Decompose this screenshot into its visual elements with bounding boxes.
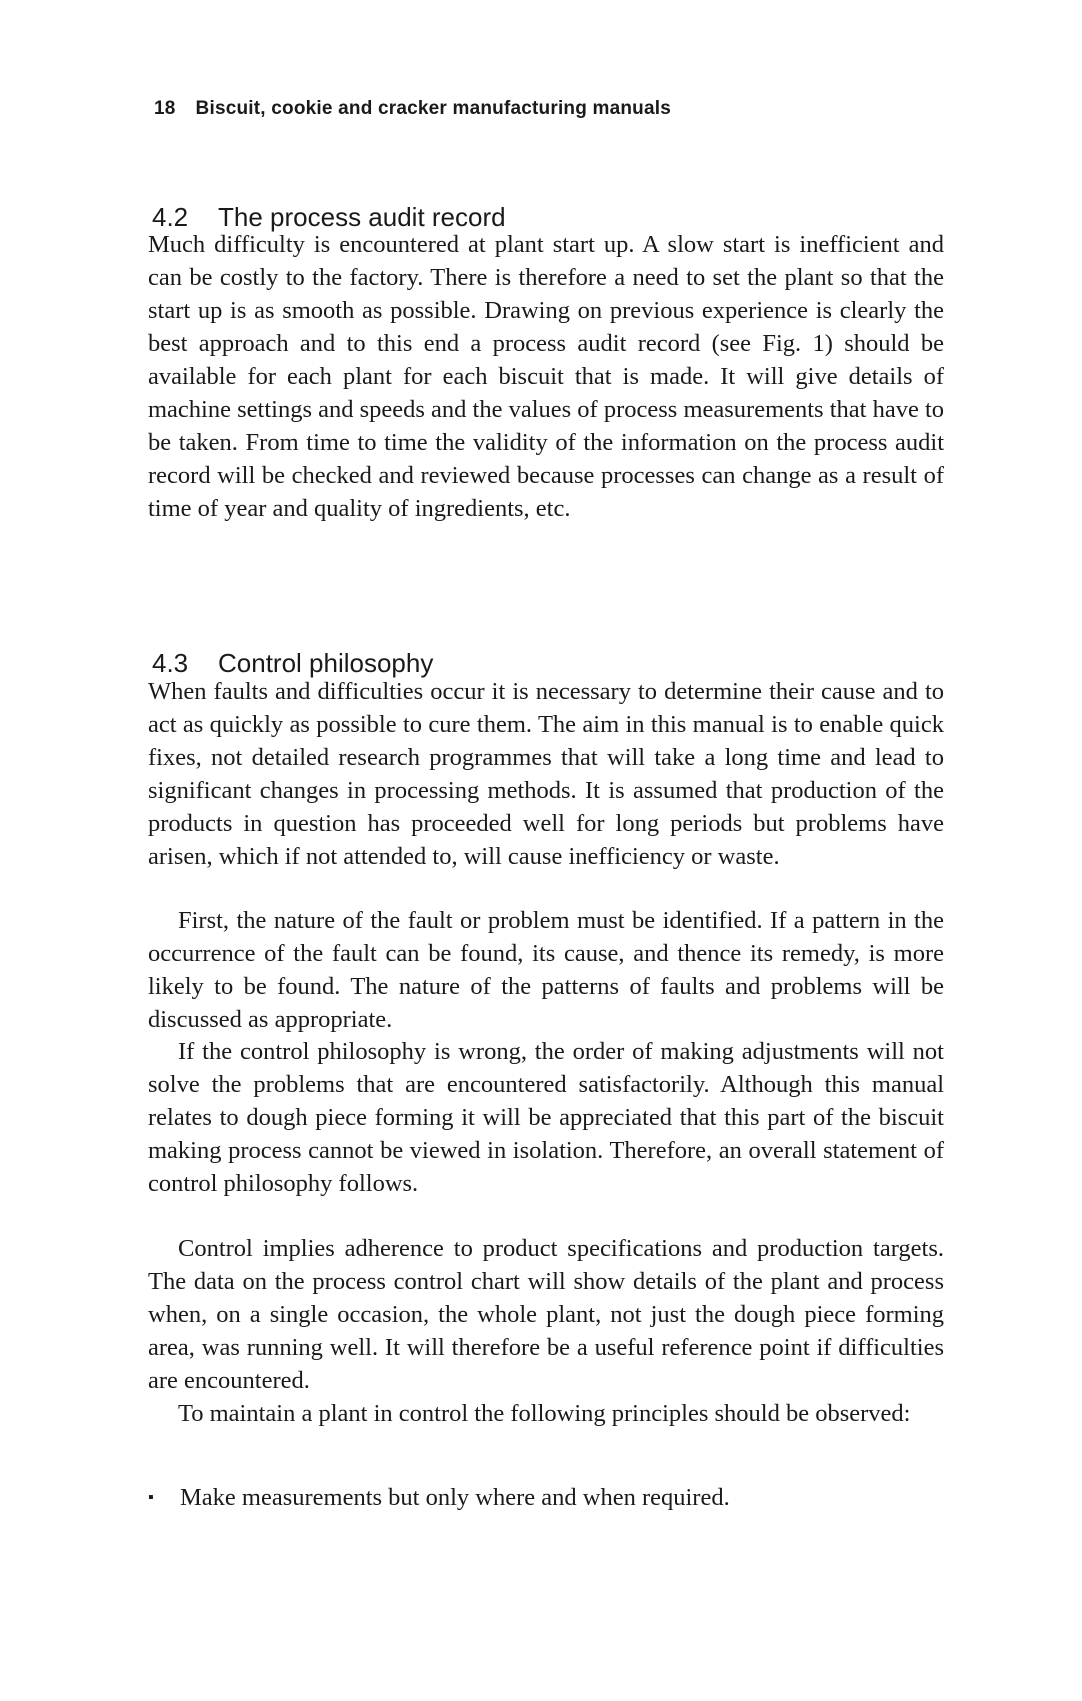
bullet-icon: ▪ [148, 1489, 154, 1506]
paragraph: To maintain a plant in control the following principles should be observed: [178, 1400, 911, 1427]
section-heading-4-3 [152, 648, 433, 679]
list-item [148, 1481, 944, 1514]
paragraph: Control implies adherence to product specifications and production targets. The data on the process control chart will show details of the plant and process when, on a single occasion, the whole plant, not just the dough piece forming area, was running well. It will therefore be a useful reference point if difficulties are encountered. [148, 1235, 944, 1394]
principles-list [148, 1481, 944, 1514]
section-title: The process audit record [218, 201, 506, 232]
book-title: Biscuit, cookie and cracker manufacturing manuals [195, 98, 671, 119]
section-number: 4.2 [152, 201, 189, 232]
running-head [154, 98, 671, 120]
section-number: 4.3 [152, 647, 189, 678]
section-title: Control philosophy [218, 647, 434, 678]
list-item-text: Make measurements but only where and when required. [180, 1484, 730, 1511]
page-number: 18 [154, 98, 176, 119]
paragraph: First, the nature of the fault or problem must be identified. If a pattern in the occurrence of the fault can be found, its cause, and thence its remedy, is more likely to be found. The nature of the patterns of faults and problems will be discussed as appropriate. [148, 907, 944, 1033]
paragraph: If the control philosophy is wrong, the order of making adjustments will not solve the problems that are encountered satisfactorily. Although this manual relates to dough piece forming it will be appreciated that this part of the biscuit making process cannot be viewed in isolation. Therefore, an overall statement of control philosophy follows. [148, 1038, 944, 1197]
paragraph: When faults and difficulties occur it is necessary to determine their cause and to act as quickly as possible to cure them. The aim in this manual is to enable quick fixes, not detailed research programmes that will take a long time and lead to significant changes in processing methods. It is assumed that production of the products in question has proceeded well for long periods but problems have arisen, which if not attended to, will cause inefficiency or waste. [148, 678, 944, 870]
paragraph: Much difficulty is encountered at plant start up. A slow start is inefficient and can be costly to the factory. There is therefore a need to set the plant so that the start up is as smooth as possible. Drawing on previous experience is clearly the best approach and to this end a process audit record (see Fig. 1) should be available for each plant for each biscuit that is made. It will give details of machine settings and speeds and the values of process measurements that have to be taken. From time to time the validity of the information on the process audit record will be checked and reviewed because processes can change as a result of time of year and quality of ingredients, etc. [148, 231, 945, 522]
